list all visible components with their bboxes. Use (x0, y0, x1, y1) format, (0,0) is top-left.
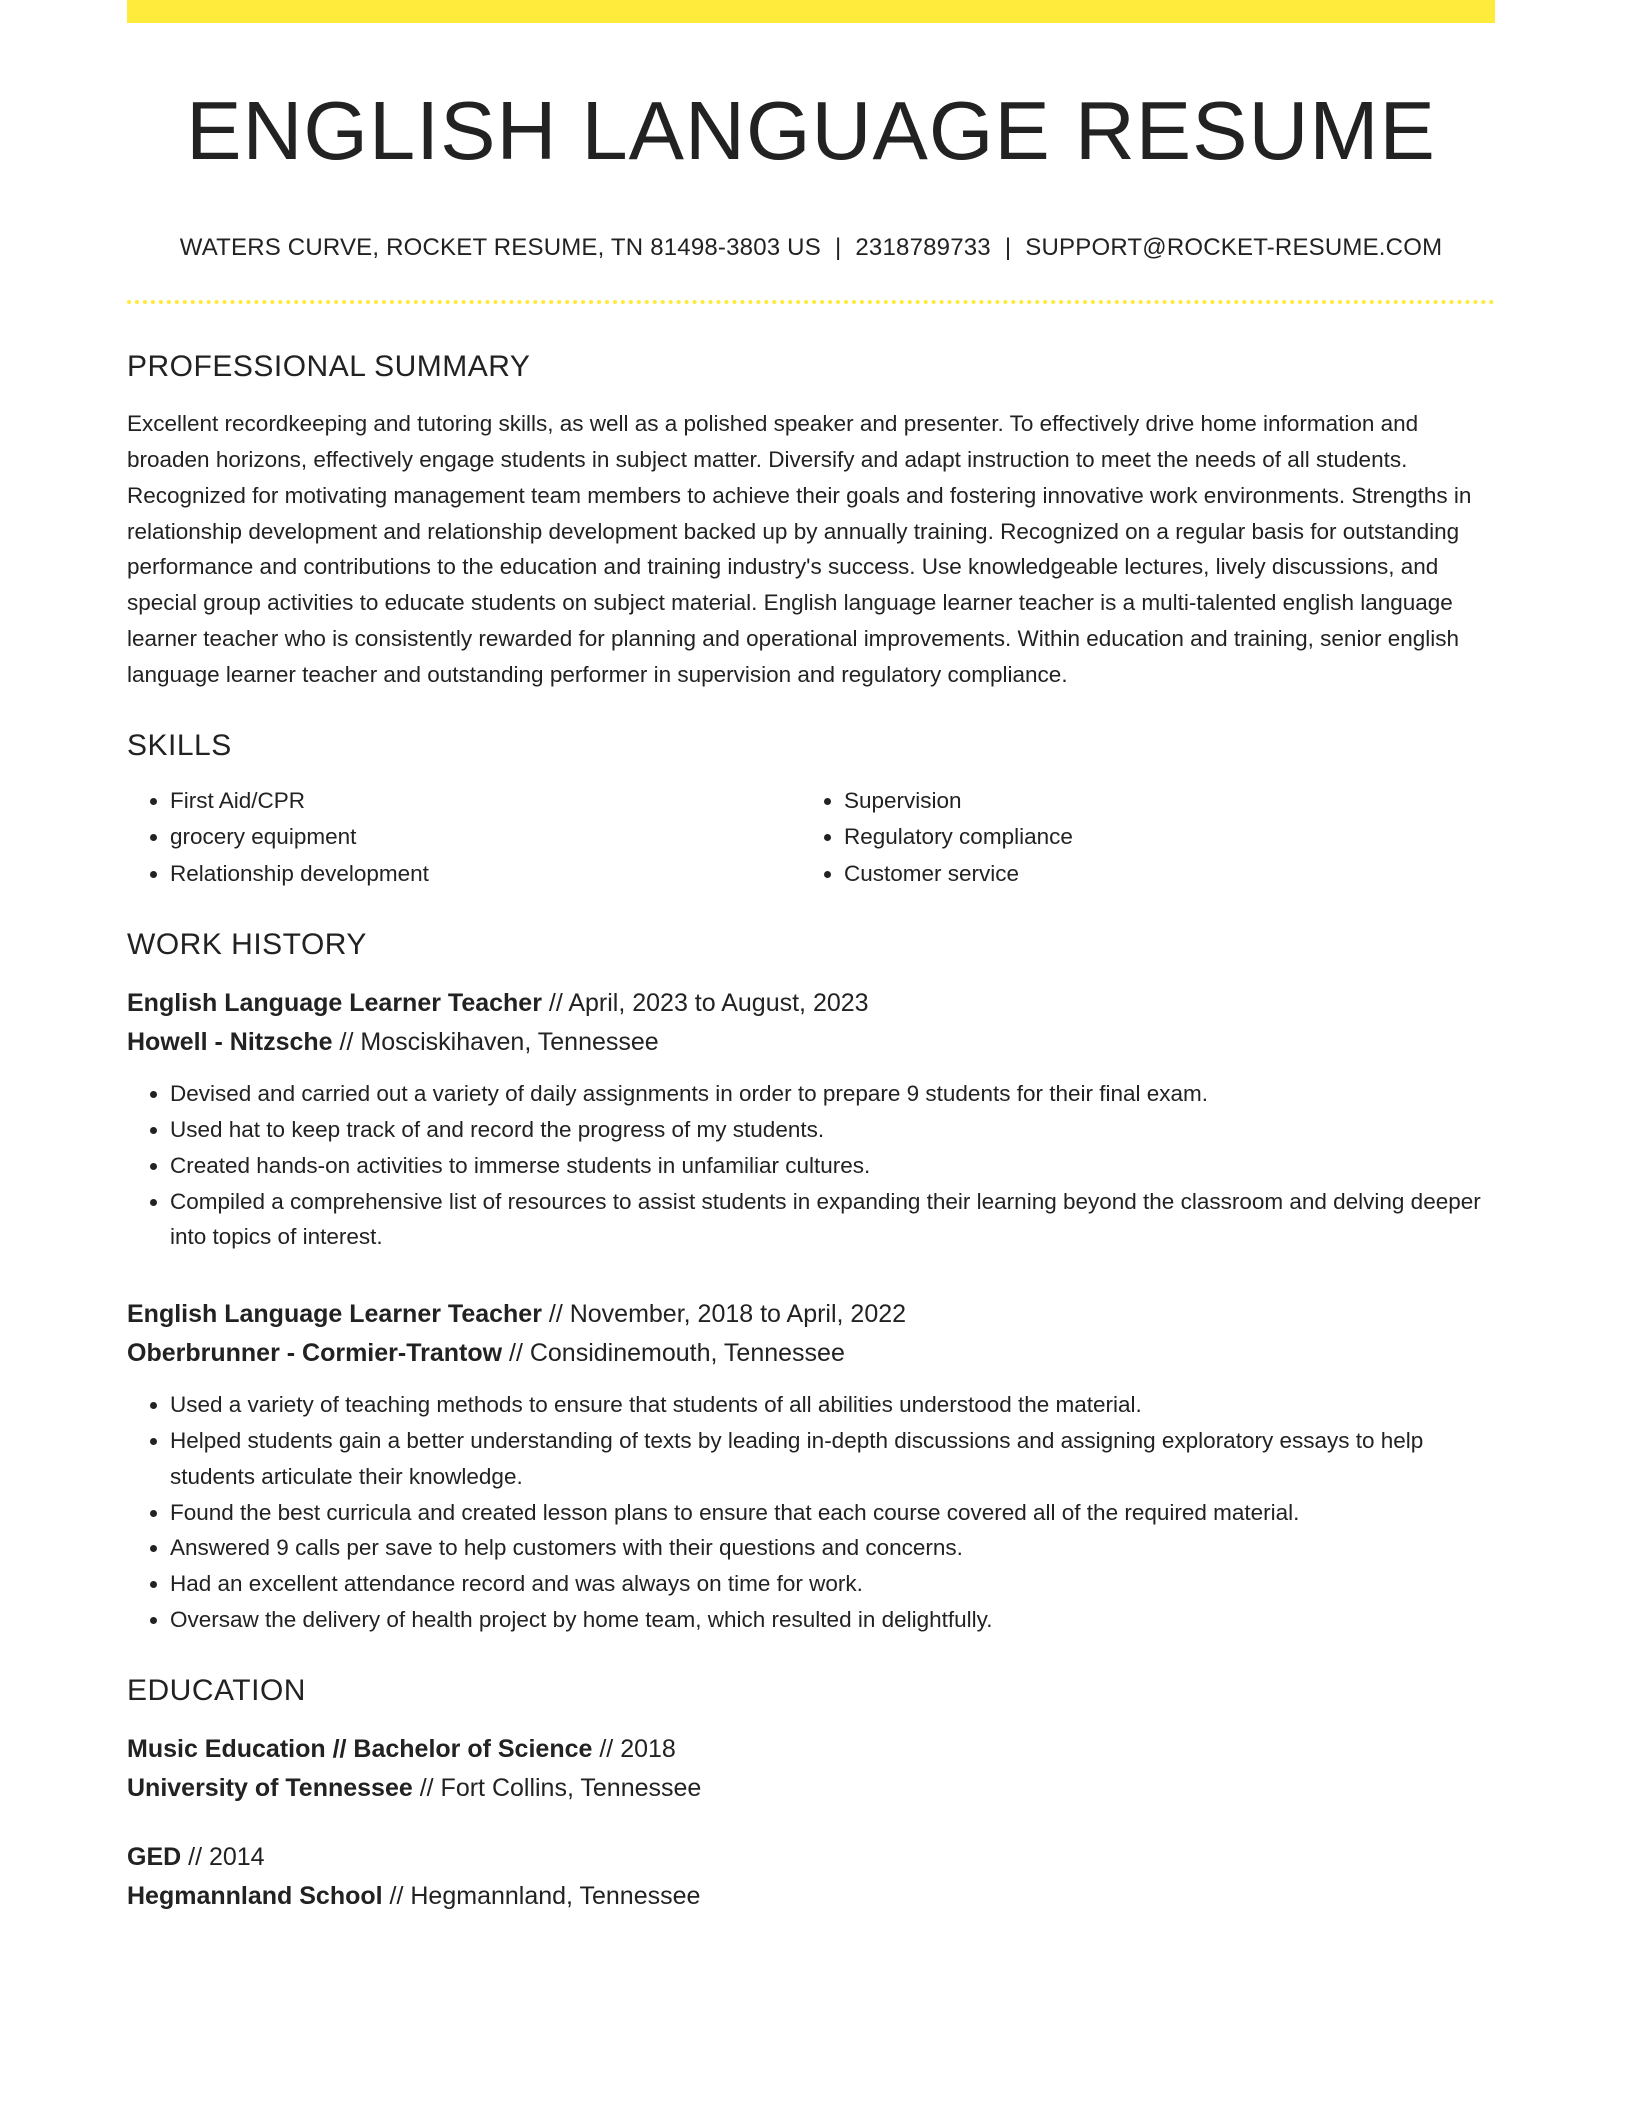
education-school-line (127, 1769, 1495, 1808)
contact-phone: 2318789733 (855, 234, 991, 262)
education-year: // 2014 (181, 1842, 265, 1871)
education-location: // Hegmannland, Tennessee (382, 1881, 701, 1910)
job-role: English Language Learner Teacher (127, 1300, 542, 1329)
summary-heading: PROFESSIONAL SUMMARY (127, 350, 531, 384)
skills-list-left (127, 783, 801, 893)
job-company-line (127, 1023, 1495, 1062)
job-dates: // April, 2023 to August, 2023 (541, 989, 869, 1018)
work-history-section (127, 928, 1495, 1638)
education-location: // Fort Collins, Tennessee (412, 1773, 702, 1802)
job-bullet: • Had an excellent attendance record and was always on time for work. (170, 1566, 1495, 1602)
job-entry (127, 1295, 1495, 1638)
education-entry (127, 1838, 1495, 1916)
job-role: English Language Learner Teacher (127, 989, 542, 1018)
job-location: // Considinemouth, Tennessee (502, 1339, 845, 1368)
job-role-line (127, 984, 1495, 1023)
job-bullet: • Created hands-on activities to immerse students in unfamiliar cultures. (170, 1148, 1495, 1184)
education-school: University of Tennessee (127, 1773, 413, 1802)
work-history-heading: WORK HISTORY (127, 928, 367, 962)
job-bullet: • Found the best curricula and created lesson plans to ensure that each course covered all of the required material. (170, 1495, 1495, 1531)
job-bullets (127, 1387, 1495, 1638)
education-degree-line (127, 1838, 1495, 1877)
job-entry (127, 984, 1495, 1255)
job-company: Howell - Nitzsche (127, 1028, 333, 1057)
skills-list-right (801, 783, 1475, 893)
job-location: // Mosciskihaven, Tennessee (332, 1028, 659, 1057)
job-bullet: • Answered 9 calls per save to help customers with their questions and concerns. (170, 1530, 1495, 1566)
resume-title: ENGLISH LANGUAGE RESUME (186, 84, 1436, 177)
job-bullet: • Helped students gain a better understanding of texts by leading in-depth discussions and assigning exploratory essays to help students articulate their knowledge. (170, 1423, 1495, 1495)
skill-item: • Supervision (844, 783, 1475, 820)
education-heading: EDUCATION (127, 1673, 306, 1707)
education-year: // 2018 (592, 1734, 676, 1763)
job-bullet: • Oversaw the delivery of health project by home team, which resulted in delightfully. (170, 1602, 1495, 1638)
skills-heading: SKILLS (127, 728, 232, 762)
accent-top-bar (127, 0, 1495, 23)
education-school-line (127, 1877, 1495, 1916)
education-section (127, 1674, 1495, 1916)
job-dates: // November, 2018 to April, 2022 (541, 1300, 907, 1329)
education-entry (127, 1730, 1495, 1808)
resume-page (127, 0, 1495, 1916)
contact-email: SUPPORT@ROCKET-RESUME.COM (1025, 234, 1443, 262)
contact-address: WATERS CURVE, ROCKET RESUME, TN 81498-3803 US (179, 234, 821, 262)
dotted-divider (127, 300, 1495, 304)
summary-text: Excellent recordkeeping and tutoring skills, as well as a polished speaker and presenter. To effectively drive home information and broaden horizons, effectively engage students in subject matter. Diversify and adapt instruction to meet the needs of all students. Recognized for motivating management team members to achieve their goals and fostering innovative work environments. Strengths in relationship development and relationship development backed up by annually training. Recognized on a regular basis for outstanding performance and contributions to the education and training industry's success. Use knowledgeable lectures, lively discussions, and special group activities to educate students on subject material. English language learner teacher is a multi-talented english language learner teacher who is consistently rewarded for planning and operational improvements. Within education and training, senior english language learner teacher and outstanding performer in supervision and regulatory compliance. (127, 411, 1472, 687)
skills-grid (127, 783, 1495, 893)
job-company: Oberbrunner - Cormier-Trantow (127, 1339, 503, 1368)
skill-item: • Customer service (844, 856, 1475, 893)
job-bullet: • Devised and carried out a variety of daily assignments in order to prepare 9 students for their final exam. (170, 1076, 1495, 1112)
job-company-line (127, 1334, 1495, 1373)
education-school: Hegmannland School (127, 1881, 383, 1910)
contact-line (127, 234, 1495, 262)
job-role-line (127, 1295, 1495, 1334)
job-bullet: • Used a variety of teaching methods to ensure that students of all abilities understood the material. (170, 1387, 1495, 1423)
skill-item: • Relationship development (170, 856, 801, 893)
education-degree: Music Education // Bachelor of Science (127, 1734, 593, 1763)
job-bullet: • Compiled a comprehensive list of resources to assist students in expanding their learning beyond the classroom and delving deeper into topics of interest. (170, 1184, 1495, 1256)
contact-separator: | (1004, 234, 1012, 262)
skills-section (127, 729, 1495, 893)
job-bullets (127, 1076, 1495, 1255)
skill-item: • First Aid/CPR (170, 783, 801, 820)
skill-item: • grocery equipment (170, 819, 801, 856)
education-degree: GED (127, 1842, 182, 1871)
contact-separator: | (834, 234, 842, 262)
education-degree-line (127, 1730, 1495, 1769)
skill-item: • Regulatory compliance (844, 819, 1475, 856)
job-bullet: • Used hat to keep track of and record the progress of my students. (170, 1112, 1495, 1148)
summary-section (127, 350, 1495, 692)
